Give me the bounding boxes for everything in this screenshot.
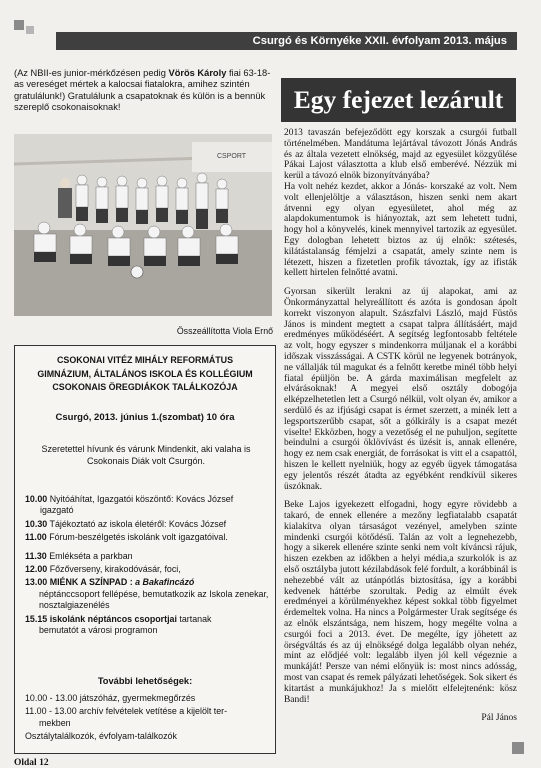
event-title-line: CSOKONAI VITÉZ MIHÁLY REFORMÁTUS [56,355,234,365]
schedule-item [25,614,271,637]
schedule-text-cont: néptánccsoport fellépése, bemutatkozik az Iskola zenekar, nosztalgiazenélés [39,588,269,611]
more-option-item [25,706,271,729]
schedule-text: Tájékoztató az iskola életéről: Kovács József [49,518,227,529]
schedule-item [25,494,271,517]
schedule-time: 11.30 [25,550,47,561]
schedule-time: 13.00 [25,577,48,588]
schedule-text: Főzőverseny, kirakodóvásár, foci, [49,564,181,575]
schedule-text-bold: MIÉNK A SZÍNPAD : [49,577,136,588]
article-paragraph: Ha volt nehéz kezdet, akkor a Jónás- korszaké az volt. Nem volt ellenjelöltje a választáson, hiszen senki nem akart átvenni egy olyan egyesületet, ahol még az alapdokumentumok is hiányoztak, azt sem lehetett tudni, hogy hol a könyvelés, kinek mennyivel tartozik az egyesület. Egy dologban lehetett biztos az új elnök: szétesés, kilátástalanság fémjelzi a csapatát, amely szinte nem is létezett, hiszen a fizetetlen profik távoztak, így az ifisták kellett hirtelen felnőtté avatni. [284,181,517,279]
schedule-time: 12.00 [25,564,48,575]
schedule-text-cont: bemutatót a városi programon [39,625,158,636]
schedule-text: Fórum-beszélgetés iskolánk volt igazgatóival. [49,532,228,543]
more-option-text: 11.00 - 13.00 archív felvételek vetítése a kijelölt ter- [25,706,228,717]
intro-coach-name: Vörös Károly [168,68,227,78]
schedule-time: 10.30 [25,518,48,529]
schedule-item [25,564,271,575]
schedule-time: 15.15 [25,613,48,624]
issue-header: Csurgó és Környéke XXII. évfolyam 2013. május [56,32,517,50]
schedule-item [25,577,271,611]
more-option-text: Osztálytalálkozók, évfolyam-találkozók [25,731,177,742]
schedule-item [25,551,271,562]
schedule-text: Emlékséta a parkban [49,550,133,561]
corner-square-top-left-2 [26,26,34,34]
schedule-text: tartanak [176,613,212,624]
corner-square-bottom-right [512,742,524,754]
more-option-item [25,693,271,704]
schedule-item [25,532,271,543]
schedule-text-bold: iskolánk néptáncos csoportjai [49,613,177,624]
more-options-list [25,693,271,745]
schedule-item [25,519,271,530]
article-author: Pál János [481,713,517,723]
article-headline: Egy fejezet lezárult [281,78,516,122]
schedule-time: 10.00 [25,494,48,504]
intro-text-pre: (Az NBII-es junior-mérkőzésen pedig [14,68,169,78]
more-options-title: További lehetőségek: [97,676,193,686]
photo-wall-sign: CSPORT [217,153,247,160]
event-schedule [25,494,271,638]
article-paragraph: 2013 tavaszán befejeződött egy korszak a csurgói futball történelmében. Mandátuma lejártával távozott Jónás András és az általa vezetett elnökség, majd az egyesület közgyűlése Pákai Lajost választotta a klub első emberévé. Nézzük mi kerül a távozó elnök bizonyítványába? [284,128,517,182]
more-option-text: 10.00 - 13.00 játszóház, gyermekmegőrzés [25,693,196,703]
more-option-item [25,731,271,742]
schedule-text-italic: a Bakafincázó [135,577,195,588]
intro-text [14,68,274,114]
event-invitation: Szeretettel hívunk és várunk Mindenkit, aki valaha is Csokonais Diák volt Csurgón. [41,444,251,466]
article-paragraph: Beke Lajos igyekezett elfogadni, hogy egyre rövidebb a takaró, de ennek ellenére a mezőny legfiatalabb csapatát kialakítva olyan társaságot vezényel, amelyben szinte mindenki csurgói kötődésű. Talán az volt a legnehezebb, hogy a sikerek ellenére szinte senki nem volt kíváncsi rájuk, hiszen ezekben az időkben a helyi média,a szurkolók is az első osztályba jutott kézilabdások felé fordult, a korábbinál is nehezebbé vált az utánpótlás biztosítása, így a korábbi kedvenek háttérbe szorultak. Pedig az elmúlt évek eredményei a körülményekhez képest sokkal több figyelmet érdemeltek volna. Ha nincs a Polgármester Urak segítsége és az elnök elszántsága, nem hiszem, hogy megélte volna a csurgói foci a 2013. évet. De megélte, így jöhetett az örségváltás és az új elnökségé dolga legalább olyan nehéz, mint az elődjéé volt: legalább ilyen jól kell végeznie a munkáját! Persze van némi előnyük is: most nincs adósság, most van csapat és remek pályázati lehetőségek. Sok sikert és kitartást a munkájukhoz! Ja s mielőtt elfelejtenénk: kösz Bandi! [284,500,517,705]
intro-text-post: fiai 63-18-as vereséget mértek a kalocsai fiatalokra, amihez szintén gratulálunk!) Gratulálunk a csapatoknak és külön is a bennük szereplő csokonaisoknak! [14,68,271,113]
team-photo [14,134,272,316]
event-title-line: GIMNÁZIUM, ÁLTALÁNOS ISKOLA ÉS KOLLÉGIUM [37,368,253,379]
schedule-time: 11.00 [25,532,47,543]
photo-credit: Összeállította Viola Ernő [176,326,273,336]
schedule-text-cont: igazgató [40,505,74,516]
corner-square-top-left [14,20,24,30]
article-body [284,128,517,705]
more-option-text-cont: mekben [39,717,71,728]
page-number: Oldal 12 [14,758,49,768]
event-title-line: CSOKONAIS ÖREGDIÁKOK TALÁLKOZÓJA [52,382,238,392]
team-photo-image [14,134,272,316]
article-paragraph: Gyorsan sikerült lerakni az új alapokat, ami az Önkormányzattal helyreállított és azóta is gondosan ápolt korrekt viszonyon alapult. Szászfalvi László, majd Füstös János is mindent megtett a csapat talpra állításáért, majd eredményes működéséért. A segítség legfontosabb feltétele az volt, hogy egyszer s mindenkorra múljanak el a korábbi időszak visszásságai. A CSTK körül ne legyenek botrányok, ne vállalják túl magukat és a felnőtt keretbe minél több helyi fiatal épüljön be. A gárda maximálisan megfelelt az elvárásoknak! A megyei első osztály dobogója elképzelhetetlen lett a Csurgó nélkül, volt olyan év, amikor a serdülő és az ifjúsági csapat is érmet szerzett, a minék lett a legsportszerűbb csapat, sőt a gólkirály is a csapat mezét viselte! Ekközben, hogy a vezetőség el ne puhuljon, segítette beindulni a csurgói öklövívást és üzésit is, annak ellenére, hogy ez nem csak energiát, de forrásokat is vitt el a csapattól, hiszen le kellett nyelniük, hogy az egyéb ügyek támogatása egy jelentős részét átadta az egyébként rendkívül sikeres üszóknak. [284,287,517,492]
schedule-text: Nyitóáhítat, Igazgatói köszöntő: Kovács József [49,494,234,504]
event-announcement [14,345,276,754]
event-title [15,354,275,395]
event-date: Csurgó, 2013. június 1.(szombat) 10 óra [55,412,235,423]
